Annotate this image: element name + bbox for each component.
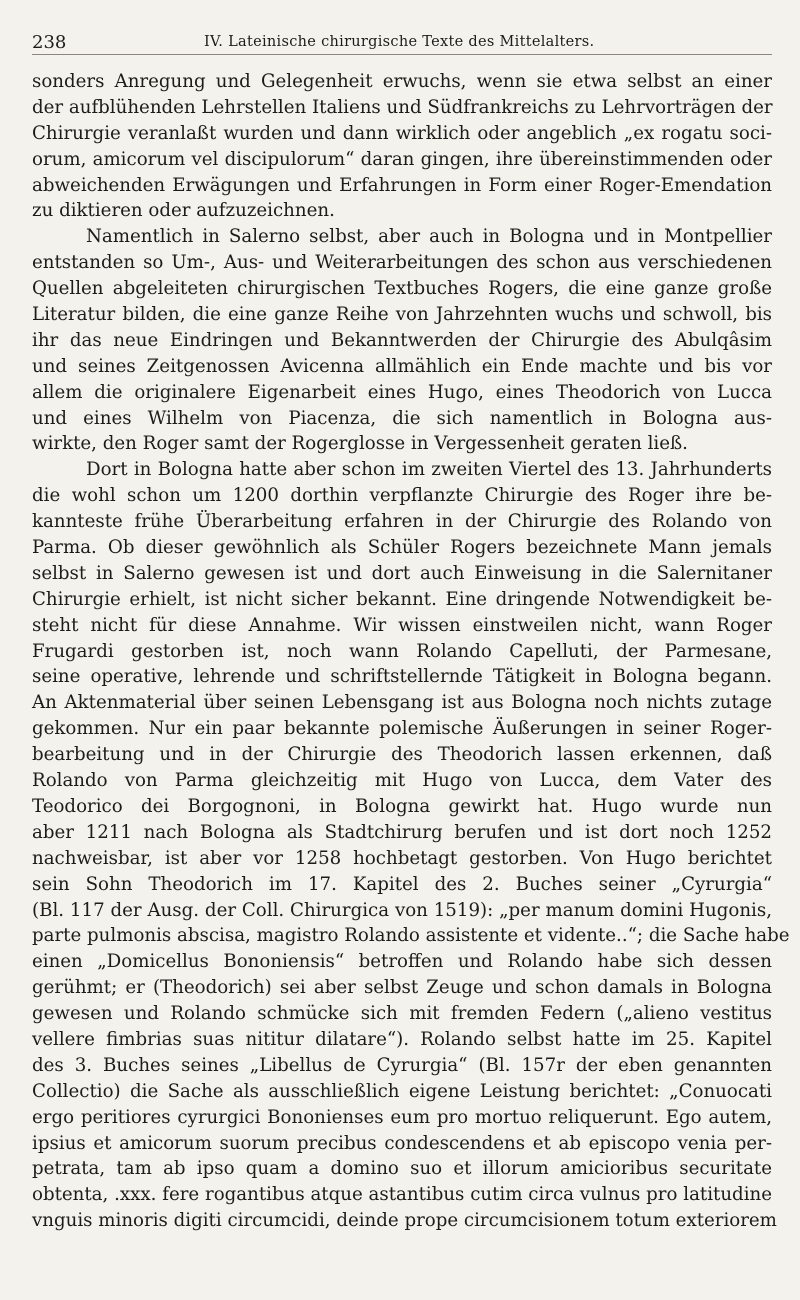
text-line: aber 1211 nach Bologna als Stadtchirurg berufen und ist dort noch 1252 bbox=[32, 821, 772, 843]
text-line: sonders Anregung und Gelegenheit erwuchs, wenn sie etwa selbst an einer bbox=[32, 71, 772, 92]
text-line: nachweisbar, ist aber vor 1258 hochbetagt gestorben. Von Hugo berichtet bbox=[32, 847, 772, 869]
body-text bbox=[32, 69, 790, 1234]
text-line: Teodorico dei Borgognoni, in Bologna gewirkt hat. Hugo wurde nun bbox=[32, 795, 772, 817]
text-line: gekommen. Nur ein paar bekannte polemische Äußerungen in seiner Roger- bbox=[32, 718, 772, 740]
paragraph bbox=[32, 457, 790, 1234]
paragraph bbox=[32, 224, 772, 457]
text-line: abweichenden Erwägungen und Erfahrungen in Form einer Roger-Emendation bbox=[32, 174, 772, 196]
text-line: orum, amicorum vel discipulorum“ daran gingen, ihre übereinstimmenden oder bbox=[32, 148, 772, 170]
running-head bbox=[32, 30, 772, 55]
text-line: petrata, tam ab ipso quam a domino suo et illorum amicioribus securitate bbox=[32, 1158, 772, 1180]
text-line: ihr das neue Eindringen und Bekanntwerden der Chirurgie des Abulqâsim bbox=[32, 329, 772, 351]
text-line: vnguis minoris digiti circumcidi, deinde prope circumcisionem totum exteriorem bbox=[32, 1210, 777, 1232]
text-line: Namentlich in Salerno selbst, aber auch in Bologna und in Montpellier bbox=[86, 226, 772, 248]
text-line: selbst in Salerno gewesen ist und dort auch Einweisung in die Salernitaner bbox=[32, 562, 772, 584]
text-line: und eines Wilhelm von Piacenza, die sich namentlich in Bologna aus- bbox=[32, 407, 772, 429]
text-line: des 3. Buches seines „Libellus de Cyrurgia“ (Bl. 157r der eben genannten bbox=[32, 1054, 772, 1076]
text-line: kannteste frühe Überarbeitung erfahren in der Chirurgie des Rolando von bbox=[32, 511, 772, 533]
text-line: und seines Zeitgenossen Avicenna allmählich ein Ende machte und bis vor bbox=[32, 355, 772, 377]
text-line: gewesen und Rolando schmücke sich mit fremden Federn („alieno vestitus bbox=[32, 1003, 772, 1025]
text-line: obtenta, .xxx. fere rogantibus atque astantibus cutim circa vulnus pro latitudine bbox=[32, 1184, 772, 1206]
text-line: seine operative, lehrende und schriftstellernde Tätigkeit in Bologna begann. bbox=[32, 666, 772, 688]
text-line: Dort in Bologna hatte aber schon im zweiten Viertel des 13. Jahrhunderts bbox=[86, 459, 772, 481]
text-line: bearbeitung und in der Chirurgie des Theodorich lassen erkennen, daß bbox=[32, 744, 772, 766]
text-line: steht nicht für diese Annahme. Wir wissen einstweilen nicht, wann Roger bbox=[32, 614, 772, 636]
text-line: die wohl schon um 1200 dorthin verpflanzte Chirurgie des Roger ihre be- bbox=[32, 485, 772, 507]
text-line: Frugardi gestorben ist, noch wann Rolando Capelluti, der Parmesane, bbox=[32, 640, 772, 662]
running-title: IV. Lateinische chirurgische Texte des Mittelalters. bbox=[204, 34, 595, 50]
text-line: Rolando von Parma gleichzeitig mit Hugo von Lucca, dem Vater des bbox=[32, 770, 772, 792]
text-line: Parma. Ob dieser gewöhnlich als Schüler Rogers bezeichnete Mann jemals bbox=[32, 537, 772, 559]
text-line: vellere fimbrias suas nititur dilatare“). Rolando selbst hatte im 25. Kapitel bbox=[32, 1028, 772, 1050]
text-line: parte pulmonis abscisa, magistro Rolando assistente et vidente..“; die Sache habe bbox=[32, 925, 790, 947]
text-line: Chirurgie erhielt, ist nicht sicher bekannt. Eine dringende Notwendigkeit be- bbox=[32, 588, 772, 610]
page-number: 238 bbox=[32, 32, 67, 53]
text-line: einen „Domicellus Bononiensis“ betroffen und Rolando habe sich dessen bbox=[32, 951, 772, 973]
text-line: allem die originalere Eigenarbeit eines Hugo, eines Theodorich von Lucca bbox=[32, 381, 772, 403]
text-line: An Aktenmaterial über seinen Lebensgang ist aus Bologna noch nichts zutage bbox=[32, 692, 772, 714]
text-line: zu diktieren oder aufzuzeichnen. bbox=[32, 200, 335, 222]
text-line: Quellen abgeleiteten chirurgischen Textbuches Rogers, die eine ganze große bbox=[32, 278, 772, 300]
text-line: Chirurgie veranlaßt wurden und dann wirklich oder angeblich „ex rogatu soci- bbox=[32, 122, 772, 144]
text-line: (Bl. 117 der Ausg. der Coll. Chirurgica von 1519): „per manum domini Hugonis, bbox=[32, 899, 772, 921]
text-line: ipsius et amicorum suorum precibus condescendens et ab episcopo venia per- bbox=[32, 1132, 772, 1154]
text-line: entstanden so Um-, Aus- und Weiterarbeitungen des schon aus verschiedenen bbox=[32, 252, 772, 274]
text-line: gerühmt; er (Theodorich) sei aber selbst Zeuge und schon damals in Bologna bbox=[32, 977, 772, 999]
text-line: Collectio) die Sache als ausschließlich eigene Leistung berichtet: „Conuocati bbox=[32, 1080, 772, 1102]
text-line: ergo peritiores cyrurgici Bononienses eum pro mortuo reliquerunt. Ego autem, bbox=[32, 1106, 772, 1128]
text-line: sein Sohn Theodorich im 17. Kapitel des 2. Buches seiner „Cyrurgia“ bbox=[32, 873, 772, 895]
text-line: der aufblühenden Lehrstellen Italiens und Südfrankreichs zu Lehrvorträgen der bbox=[32, 96, 773, 118]
text-line: Literatur bilden, die eine ganze Reihe von Jahrzehnten wuchs und schwoll, bis bbox=[32, 304, 772, 326]
paragraph bbox=[32, 69, 772, 224]
text-line: wirkte, den Roger samt der Rogerglosse in Vergessenheit geraten ließ. bbox=[32, 433, 688, 455]
